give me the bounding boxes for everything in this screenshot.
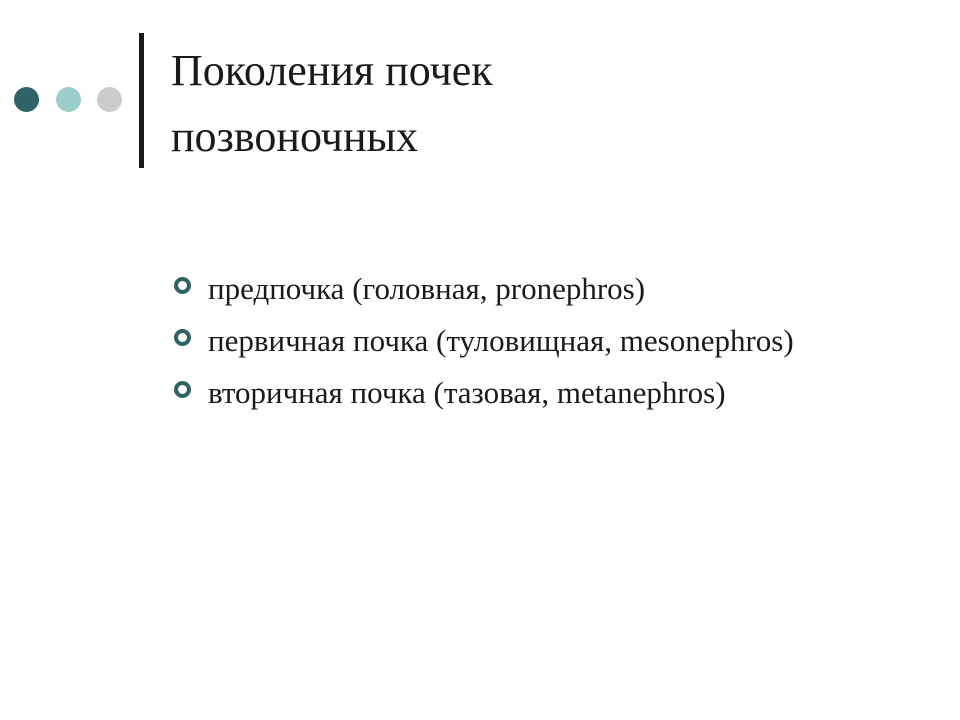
dot-dark-icon bbox=[14, 87, 39, 112]
bullet-item bbox=[172, 319, 912, 362]
bullet-circle-icon bbox=[174, 329, 191, 346]
bullet-list bbox=[172, 267, 912, 423]
bullet-circle-icon bbox=[174, 277, 191, 294]
bullet-item bbox=[172, 267, 912, 310]
bullet-text: предпочка (головная, pronephros) bbox=[208, 271, 646, 306]
slide-title bbox=[171, 38, 911, 170]
bullet-circle-icon bbox=[174, 381, 191, 398]
title-divider-bar bbox=[139, 33, 144, 168]
bullet-item bbox=[172, 371, 912, 414]
slide-title-line-1: Поколения почек bbox=[171, 46, 493, 95]
bullet-text: первичная почка (туловищная, mesonephros) bbox=[208, 323, 794, 358]
dot-gray-icon bbox=[97, 87, 122, 112]
decorative-dots bbox=[14, 87, 124, 113]
slide-title-line-2: позвоночных bbox=[171, 112, 419, 161]
dot-teal-icon bbox=[56, 87, 81, 112]
bullet-text: вторичная почка (тазовая, metanephros) bbox=[208, 375, 726, 410]
